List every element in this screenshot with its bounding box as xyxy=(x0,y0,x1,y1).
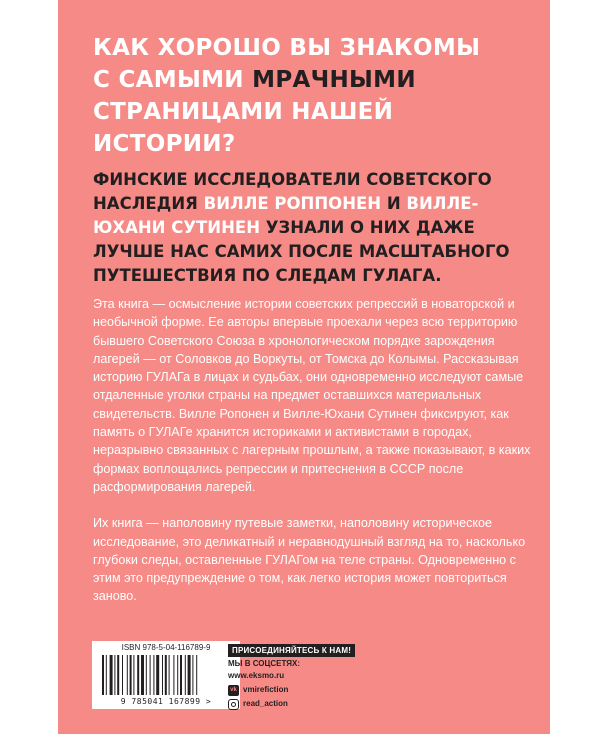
author-1: ВИЛЛЕ РОППОНЕН xyxy=(203,194,382,213)
subhead-outro: УЗНАЛИ О НИХ ДАЖЕ ЛУЧШЕ НАС САМИХ ПОСЛЕ МАСШТАБНОГО ПУТЕШЕСТВИЯ ПО СЛЕДАМ ГУЛАГА. xyxy=(93,218,510,285)
barcode-box xyxy=(92,641,240,709)
back-cover xyxy=(58,0,550,734)
social-label: МЫ В СОЦСЕТЯХ: xyxy=(228,659,301,668)
annotation-paragraph-1: Эта книга — осмысление истории советских репрессий в новаторской и необычной форме. Ее авторы впервые проехали через всю территорию бывшего Советского Союза в хронологическом порядке зарождения лагерей — от Соловков до Воркуты, от Томска до Колымы. Рассказывая историю ГУЛАГа в лицах и судьбах, они одновременно исследуют самые отдаленные уголки страны на предмет оставшихся материальных свидетельств. Вилле Ропонен и Вилле-Юхани Сутинен фиксируют, как память о ГУЛАГе хранится историками и активистами в городах, неразрывно связанных с лагерным прошлым, а также показывают, в каких формах воплощались репрессии и притеснения в СССР после расформирования лагерей. xyxy=(93,297,531,494)
headline-line-2-start: С САМЫМИ xyxy=(93,67,253,93)
annotation-text xyxy=(93,295,533,624)
headline-line-1: КАК ХОРОШО ВЫ ЗНАКОМЫ xyxy=(93,35,481,61)
annotation-paragraph-2: Их книга — наполовину путевые заметки, наполовину историческое исследование, это деликатный и неравнодушный взгляд на то, насколько глубоки следы, оставленные ГУЛАГом на теле страны. Одновременно с этим это предупреждение о том, как легко история может повториться заново. xyxy=(93,516,526,604)
subhead-and: И xyxy=(381,194,407,213)
vk-icon: vk xyxy=(228,685,239,696)
headline-line-2 xyxy=(93,64,523,96)
headline-line-4: ИСТОРИИ? xyxy=(93,131,236,157)
instagram-row[interactable] xyxy=(228,698,368,710)
join-us-banner: ПРИСОЕДИНЯЙТЕСЬ К НАМ! xyxy=(228,644,355,657)
isbn-text: ISBN 978-5-04-116789-9 xyxy=(121,643,211,652)
author-2: ВИЛЛЕ-ЮХАНИ СУТИНЕН xyxy=(93,194,479,237)
barcode-icon xyxy=(100,655,232,697)
website-link[interactable]: www.eksmo.ru xyxy=(228,671,285,680)
barcode-digits: 9 785041 167899 > xyxy=(120,697,212,706)
headline-highlight: МРАЧНЫМИ xyxy=(252,67,416,93)
social-block xyxy=(228,640,368,710)
instagram-icon xyxy=(228,699,239,710)
headline-line-3: СТРАНИЦАМИ НАШЕЙ xyxy=(93,99,394,125)
subheadline xyxy=(93,168,533,288)
vk-handle: vmirefiction xyxy=(243,685,289,694)
headline xyxy=(93,32,523,160)
instagram-handle: read_action xyxy=(243,699,288,708)
subhead-intro: ФИНСКИЕ ИССЛЕДОВАТЕЛИ СОВЕТСКОГО НАСЛЕДИЯ xyxy=(93,170,492,213)
vk-row[interactable] xyxy=(228,684,368,696)
